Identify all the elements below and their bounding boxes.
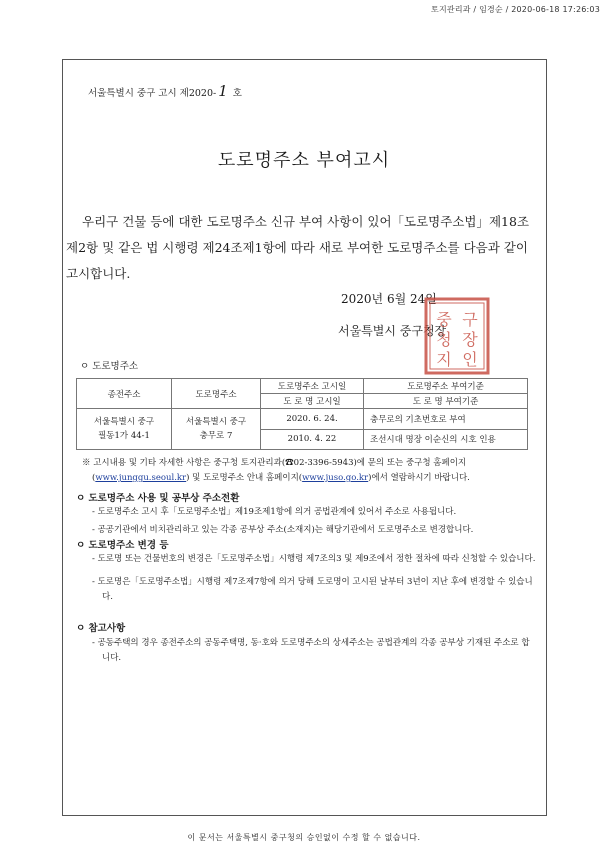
body-line-3: 고시합니다.: [66, 266, 131, 281]
table-header-basis-bottom: 도 로 명 부여기준: [364, 394, 528, 409]
section-use-heading: ㅇ 도로명주소 사용 및 공부상 주소전환: [76, 493, 240, 504]
header-stamp: 토지관리과 / 임경순 / 2020-06-18 17:26:03: [431, 5, 600, 14]
ref-list: [92, 636, 537, 669]
link-juso[interactable]: www.juso.go.kr: [302, 473, 369, 483]
official-seal: [424, 297, 490, 375]
section-change-heading: ㅇ 도로명주소 변경 등: [76, 540, 169, 551]
document-title: 도로명주소 부여고시: [217, 150, 391, 171]
body-line-1: 우리구 건물 등에 대한 도로명주소 신규 부여 사항이 있어「도로명주소법」제18조: [82, 214, 530, 229]
seal-glyph: 인: [462, 350, 478, 369]
document-footer: 이 문서는 서울특별시 중구청의 승인없이 수정 할 수 없습니다.: [187, 833, 421, 842]
notice-number-prefix: 서울특별시 중구 고시 제2020-: [88, 88, 217, 99]
table-header-before: 종전주소: [77, 379, 172, 409]
notice-number-suffix: 호: [232, 88, 242, 99]
seal-glyph: 장: [462, 330, 478, 349]
seal-glyph: 청: [436, 330, 452, 349]
notice-number-handwritten: 1: [218, 82, 228, 100]
list-item: - 도로명은「도로명주소법」시행령 제7조제7항에 의거 당해 도로명이 고시된 날부터 3년이 지난 후에 변경할 수 있습니다.: [92, 577, 533, 602]
issuer-name: 서울특별시 중구청장: [338, 324, 447, 338]
before-address-line-1: 서울특별시 중구: [93, 417, 155, 427]
notice-date: 2020년 6월 24일: [341, 292, 437, 306]
note-end: )에서 열람하시기 바랍니다.: [368, 473, 470, 483]
table-cell-basis-1: 충무로의 기초번호로 부여: [364, 409, 528, 430]
table-header-notice-top: 도로명주소 고시일: [261, 379, 364, 394]
address-table: [76, 378, 528, 450]
notice-number: [88, 82, 242, 100]
note-line-1: ※ 고시내용 및 기타 자세한 사항은 중구청 토지관리과(☎02-3396-5943)에 문의 또는 중구청 홈페이지: [82, 458, 467, 468]
link-junggu[interactable]: www.junggu.seoul.kr: [95, 473, 187, 483]
seal-glyph: 중: [436, 310, 452, 329]
list-item: - 공동주택의 경우 종전주소의 공동주택명, 동·호와 도로명주소의 상세주소는 공법관계의 각종 공부상 기재된 주소로 합니다.: [92, 638, 530, 663]
change-list: [92, 552, 537, 608]
list-item: - 도로명주소 고시 후「도로명주소법」제19조제1항에 의거 공법관계에 있어서 주소로 사용됩니다.: [92, 507, 457, 517]
list-item: - 공공기관에서 비치관리하고 있는 각종 공부상 주소(소재지)는 해당기관에서 도로명주소로 변경합니다.: [92, 525, 474, 535]
road-address-line-1: 서울특별시 중구: [185, 417, 247, 427]
list-item: - 도로명 또는 건물번호의 변경은「도로명주소법」시행령 제7조의3 및 제9조에서 정한 절차에 따라 신청할 수 있습니다.: [92, 554, 536, 564]
table-header-notice-bottom: 도 로 명 고시일: [261, 394, 364, 409]
before-address-line-2: 필동1가 44-1: [98, 431, 150, 441]
note-mid: 및 도로명주소 안내 홈페이지(: [192, 473, 303, 483]
table-cell-notice-date-1: 2020. 6. 24.: [261, 409, 364, 430]
table-header-basis-top: 도로명주소 부여기준: [364, 379, 528, 394]
section-address-heading: ㅇ 도로명주소: [80, 361, 139, 372]
seal-glyph: 지: [436, 350, 452, 369]
notice-body: [66, 209, 540, 287]
table-cell-road-address: [172, 409, 261, 450]
road-address-line-2: 충무로 7: [199, 431, 233, 441]
section-ref-heading: ㅇ 참고사항: [76, 623, 126, 634]
table-cell-before-address: [77, 409, 172, 450]
table-cell-notice-date-2: 2010. 4. 22: [261, 429, 364, 450]
seal-glyph: 구: [462, 310, 478, 329]
table-header-road: 도로명주소: [172, 379, 261, 409]
table-cell-basis-2: 조선시대 명장 이순신의 시호 인용: [364, 429, 528, 450]
inquiry-note: ※ 고시내용 및 기타 자세한 사항은 중구청 토지관리과(☎02-3396-5943)에 문의 또는 중구청 홈페이지 (www.junggu.seoul.kr) 및 도로명주소 안내 홈페이지(www.juso.go.kr)에서 열람하시기 바랍니다.: [82, 458, 470, 483]
use-list: [92, 505, 537, 541]
body-line-2: 제2항 및 같은 법 시행령 제24조제1항에 따라 새로 부여한 도로명주소를 다음과 같이: [66, 240, 528, 255]
